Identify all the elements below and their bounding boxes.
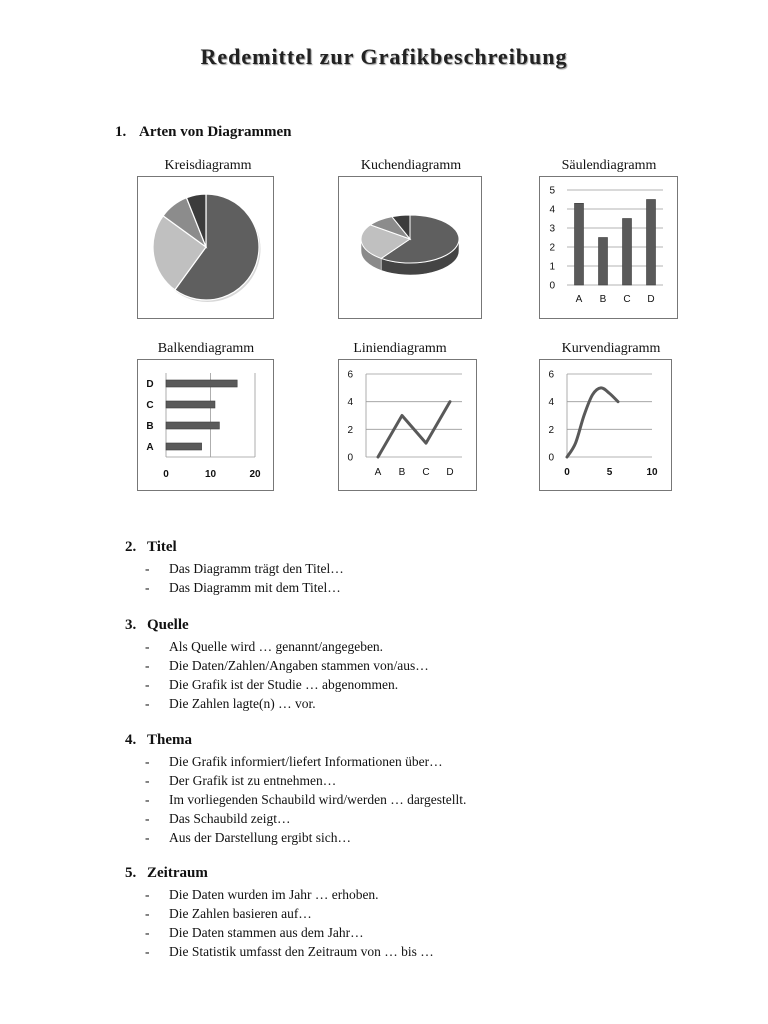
- column-bar: [575, 203, 584, 285]
- y-tick-label: 2: [548, 424, 554, 436]
- horizontal-bar: [166, 380, 237, 387]
- column-bar: [599, 238, 608, 286]
- y-tick-label: 1: [549, 261, 555, 273]
- list-item: - Der Grafik ist zu entnehmen…: [145, 773, 337, 788]
- bar-chart-svg: [138, 360, 273, 490]
- column-bar: [623, 219, 632, 286]
- list-item: - Die Grafik ist der Studie … abgenommen.: [145, 677, 399, 692]
- x-tick-label: A: [575, 294, 583, 305]
- section-4: [125, 732, 466, 847]
- x-tick-label: C: [422, 467, 430, 478]
- list-item: - Als Quelle wird … genannt/angegeben.: [145, 639, 384, 654]
- section-1-heading: [115, 124, 291, 141]
- data-curve: [567, 388, 618, 457]
- x-tick-label: C: [623, 294, 631, 305]
- pie-chart-label: Kreisdiagramm: [164, 158, 252, 173]
- pie3d-chart-label: Kuchendiagramm: [360, 158, 462, 173]
- column-chart-svg: [540, 177, 677, 318]
- column-chart: [539, 176, 678, 319]
- x-tick-label: 0: [564, 467, 570, 478]
- y-tick-label: 0: [347, 452, 353, 464]
- x-tick-label: 10: [204, 469, 217, 480]
- line-chart: [338, 359, 477, 491]
- line-chart-label: Liniendiagramm: [353, 341, 447, 356]
- horizontal-bar: [166, 443, 202, 450]
- y-tick-label: D: [146, 379, 154, 390]
- horizontal-bar: [166, 401, 215, 408]
- section-heading: Arten von Diagrammen: [139, 124, 292, 140]
- section-3: [125, 617, 429, 713]
- y-tick-label: 0: [549, 280, 555, 292]
- section-heading: 5. Zeitraum: [125, 865, 208, 881]
- y-tick-label: 4: [548, 397, 554, 409]
- list-item: - Die Daten wurden im Jahr … erhoben.: [145, 887, 379, 902]
- y-tick-label: 5: [549, 185, 555, 197]
- x-tick-label: A: [374, 467, 382, 478]
- y-tick-label: 4: [549, 204, 555, 216]
- section-5: [125, 865, 434, 961]
- bar-chart: [137, 359, 274, 491]
- curve-chart-svg: [540, 360, 671, 490]
- y-tick-label: 3: [549, 223, 555, 235]
- list-item: - Das Diagramm mit dem Titel…: [145, 580, 341, 595]
- curve-chart-label: Kurvendiagramm: [561, 341, 661, 356]
- pie3d-chart: [338, 176, 482, 319]
- x-tick-label: 20: [249, 469, 261, 480]
- list-item: - Das Diagramm trägt den Titel…: [145, 561, 344, 576]
- y-tick-label: 2: [347, 424, 353, 436]
- y-tick-label: 6: [548, 369, 554, 381]
- phrase-list: [125, 885, 434, 961]
- y-tick-label: A: [146, 442, 154, 453]
- section-heading: 2. Titel: [125, 539, 177, 555]
- x-tick-label: B: [599, 294, 607, 305]
- list-item: - Das Schaubild zeigt…: [145, 811, 291, 826]
- section-2: [125, 539, 344, 597]
- section-number: 1.: [115, 124, 127, 140]
- phrase-list: [125, 637, 429, 713]
- column-chart-label: Säulendiagramm: [561, 158, 657, 173]
- bar-chart-label: Balkendiagramm: [157, 341, 255, 356]
- x-tick-label: 0: [163, 469, 169, 480]
- list-item: - Im vorliegenden Schaubild wird/werden … dargestellt.: [145, 792, 467, 807]
- page-title: Redemittel zur Grafikbeschreibung: [200, 44, 568, 69]
- x-tick-label: 5: [606, 467, 613, 478]
- y-tick-label: B: [146, 421, 154, 432]
- list-item: - Die Daten/Zahlen/Angaben stammen von/aus…: [145, 658, 429, 673]
- y-tick-label: C: [146, 400, 154, 411]
- curve-chart: [539, 359, 672, 491]
- horizontal-bar: [166, 422, 219, 429]
- list-item: - Die Daten stammen aus dem Jahr…: [145, 925, 364, 940]
- line-chart-svg: [339, 360, 476, 490]
- pie-chart: [137, 176, 274, 319]
- list-item: - Die Zahlen lagte(n) … vor.: [145, 696, 316, 711]
- column-bar: [647, 200, 656, 286]
- list-item: - Die Grafik informiert/liefert Informationen über…: [145, 754, 443, 769]
- phrase-list: [125, 559, 344, 597]
- pie3d-chart-svg: [339, 177, 481, 318]
- section-heading: 4. Thema: [125, 732, 192, 748]
- y-tick-label: 0: [548, 452, 554, 464]
- x-tick-label: D: [446, 467, 454, 478]
- phrase-list: [125, 752, 466, 847]
- x-tick-label: B: [398, 467, 406, 478]
- pie-chart-svg: [138, 177, 273, 318]
- list-item: - Die Zahlen basieren auf…: [145, 906, 312, 921]
- list-item: - Aus der Darstellung ergibt sich…: [145, 830, 351, 845]
- section-heading: 3. Quelle: [125, 617, 189, 633]
- list-item: - Die Statistik umfasst den Zeitraum von … bis …: [145, 944, 434, 959]
- y-tick-label: 2: [549, 242, 555, 254]
- x-tick-label: 10: [646, 467, 658, 478]
- y-tick-label: 6: [347, 369, 353, 381]
- y-tick-label: 4: [347, 397, 353, 409]
- x-tick-label: D: [647, 294, 655, 305]
